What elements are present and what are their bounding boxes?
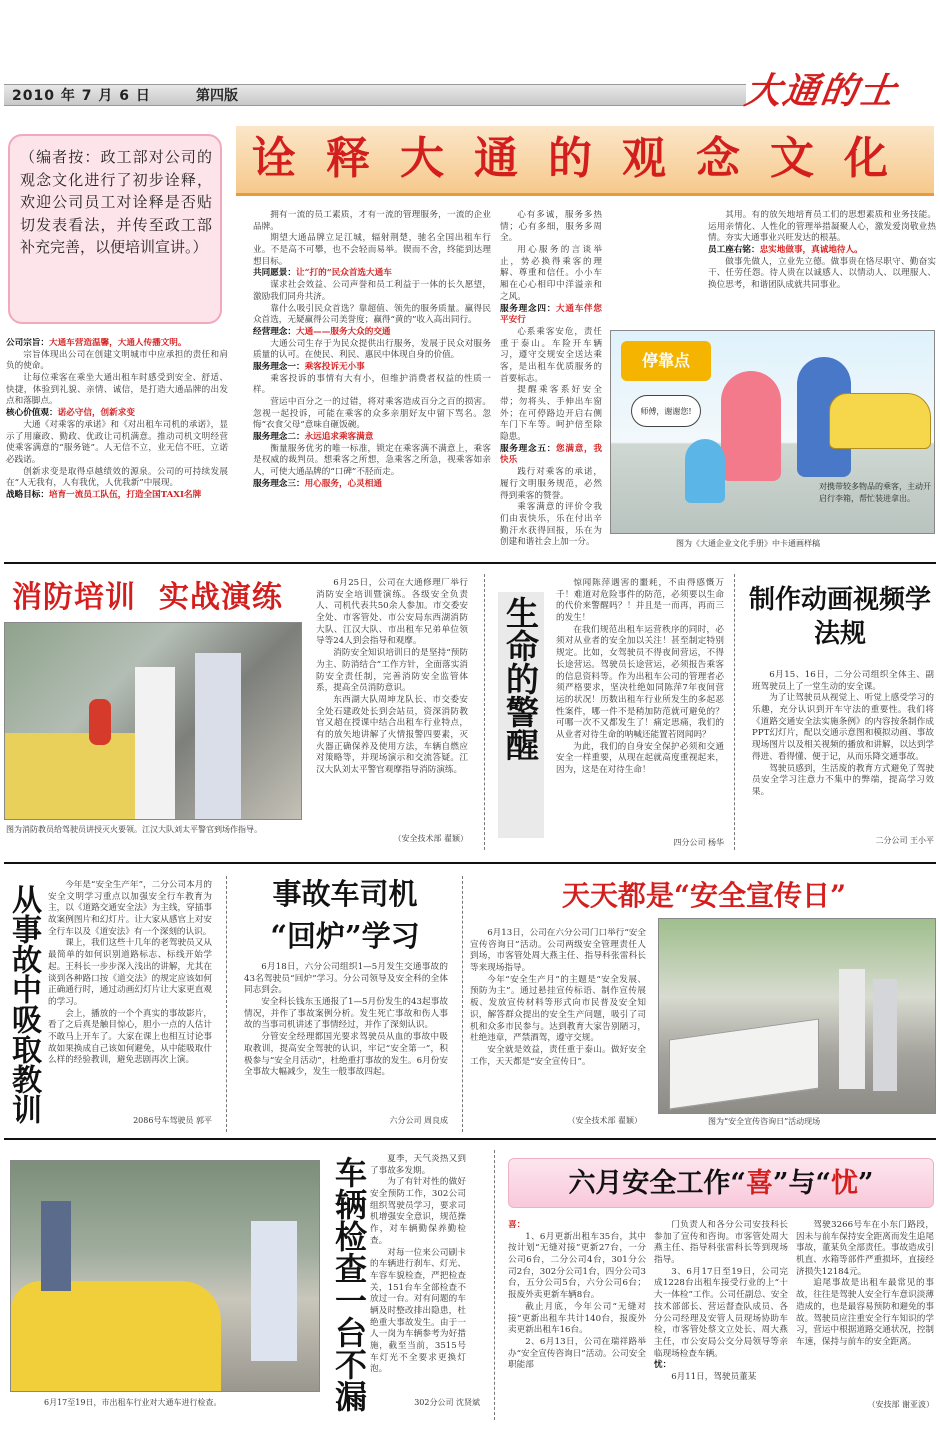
recurrence-body: 6月18日，六分公司组织1—5月发生交通事故的43名驾驶员“回炉”学习。分公司领导及安全科的全体同志到会。 安全科长钱东玉通报了1—5月份发生的43起事故情况，并作了事故案例分析。发生死亡事故和伤人事故的当事司机讲述了事情经过，并作了深刻认识。 分管安全经理都国光要求驾驶员从血的事故中吸取教训，提高安全驾驶的认识，牢记“安全第一”，积极参与“安全月活动”，杜绝重打事故的发生。6月份安全事故大幅减少，发生一般事故四起。 (244, 962, 448, 1078)
editor-note: （编者按：政工部对公司的观念文化进行了初步诠释，欢迎公司员工对诠释是否贴切发表看法，并传至政工部补充完善，以便培训宣讲。） (20, 148, 212, 256)
page-number: 第四版 (196, 88, 238, 104)
divider-v1 (484, 574, 485, 850)
divider-v3 (226, 876, 227, 1132)
safety-day-caption: 图为“安全宣传咨询日”活动现场 (708, 1117, 821, 1126)
inspection-caption: 6月17至19日，市出租车行业对大通车进行检查。 (44, 1398, 222, 1407)
cartoon-illustration (610, 330, 935, 534)
stop-sign: 停靠点 (621, 341, 711, 381)
recurrence-title-line1: 事故车司机 (272, 877, 418, 911)
life-warning-credit: 四分公司 杨华 (673, 838, 724, 847)
section-divider-2 (4, 862, 936, 864)
june-safety-column-1: 喜： 1、6月更新出租车35台，其中按计划“无缝对接”更新27台，一分公司6台，二分公司4台，301分公司2台，302分公司1台，四分公司3台，五分公司5台，六分公司6台；报废外卖更新车辆8台。 截止月底，今年公司“无缝对接”更新出租车共计140台，报废外卖更新出租车16台。 2、6月13日，公司在瑞祥路举办“安全宣传咨询日”活动。公司安全职能部 (508, 1220, 646, 1371)
inspection-photo (10, 1160, 320, 1392)
person-figure-2 (873, 979, 897, 1091)
fire-training-body: 6月25日，公司在大通修理厂举行消防安全培训暨演练。各级安全负责人、司机代表共50余人参加。市交委安全处、市客管处、市公安局东西湖消防大队、江汉大队、市出租车兄弟单位领导等24人到会指导和观摩。 消防安全知识培训日的是坚持“预防为主、防消结合”工作方针，全面落实消防安全责任制，完善消防安全监管体系，提高全员消防意识。 东西湖大队周坤龙队长、市交委安全处石建政处长到会站员，资深消防教官又超在授课中结合出租车行业特点，有的放矢地讲解了火情报警四要素，灭火器正确保养及使用方法，车辆自燃应对策略等，并现场演示和交流答疑。江汉大队刘太平警官观摩指导消防演练。 (316, 578, 468, 775)
taxi-figure (829, 393, 931, 449)
taxi-in-photo-2 (11, 1281, 221, 1392)
taxi-in-photo (5, 733, 155, 820)
animation-video-credit: 二分公司 王小平 (875, 836, 934, 845)
safety-day-title: 天天都是“安全宣传日” (561, 879, 847, 912)
june-safety-column-2: 门负责人和各分公司安技科长参加了宣传和咨询。市客管处周大燕主任、指导科张雷科长等到现场指导。 3、6月17日至19日，公司完成1228台出租车接受行业的上“十大一体检”工作。公司任副总、安全技术部部长、营运督查队成员、各分公司经理及安管人员现场协助车检，市客管处蔡文立处长、周大燕主任，市公安局公交分局领导等亲临现场检查车辆。 忧： 6月11日，驾驶员董某 (654, 1220, 788, 1382)
culture-column-2: 拥有一流的员工素质，才有一流的管理服务，一流的企业品牌。 期望大通品牌立足江城，辐射荆楚，驰名全国出租车行业。不是高不可攀，也不会轻而易举。锲而不舍，终能到达理想目标。 共同愿景：让“打的”民众首选大通车 谋求社会效益、公司声誉和员工利益于一体的长久愿望，激励我们同舟共济。 靠什么吸引民众首选？靠超值、领先的服务质量。赢得民众首选，无疑赢得公司美誉度；赢得“黄的”收入高出同行。 经营理念：大通——服务大众的交通 大通公司生存于为民众提供出行服务，发展于民众对服务质量的认可。在使民、利民、惠民中体现自身的价值。 服务理念一：乘客投诉无小事 乘客投诉的事情有大有小，但维护消费者权益的性质一样。 营运中百分之一的过错，将对乘客造成百分之百的损害。忽视一起投诉，可能在乘客的众多亲朋好友中留下骂名。忽悔“衣食父母”意味自砸饭碗。 服务理念二：永远追求乘客满意 衡量服务优劣的唯一标准，锁定在乘客满不满意上，乘客是权威的裁判员。想乘客之所想，急乘客之所急，视乘客如亲人，可使大通品牌的“口碑”不胫而走。 服务理念三：用心服务，心灵相通 (253, 210, 491, 489)
culture-column-3: 心有多诚，服务多热情；心有多细，服务多周全。 用心服务的言谈举止，势必换得乘客的理解、尊重和信任。小小车厢在心心相印中洋溢亲和之风。 服务理念四：大通车伴您平安行 心系乘客安危，责任重于泰山。车险开车辆习，遵守交规安全送达乘客，是出租车优质服务的首要标志。 提醒乘客系好安全带；勿将头、手伸出车窗外；在可停路边开启右侧车门下车等。呵护倍至除隐患。 服务理念五：您满意，我快乐 践行对乘客的承诺，履行文明服务规范，必然得到乘客的赞誉。 乘客满意的评价令我们由衷快乐，乐在付出辛勤汗水获得回报，乐在为创建和谐社会上加一分。 (500, 210, 602, 548)
newspaper-name-logo: 大通的士 (742, 70, 901, 112)
speech-bubble: 师傅，谢谢您! (631, 395, 701, 427)
cartoon-note: 对携带较多物品的乘客，主动开启行李箱，帮忙装进拿出。 (819, 482, 931, 503)
culture-column-1: 公司宗旨：大通车营造温馨，大通人传播文明。 宗旨体现出公司在创建文明城市中应承担的责任和肩负的使命。 让每位乘客在乘坐大通出租车时感受到安全、舒适、快捷，体验到礼貌、亲情、诚信，是打造大通品牌的出发点和落脚点。 核心价值观：诺必守信，创新求变 大通《对乘客的承诺》和《对出租车司机的承诺》，显示了用廉政、勤政、优政让司机满意。推动司机文明经营使乘客满意的“服务链”。人无信不立，业无信不旺，立诺必践诺。 创新求变是取得卓越绩效的源泉。公司的可持续发展在“人无我有，人有我优，人优我新”中展现。 战略目标：培育一流员工队伍，打造全国TAXI名牌 (6, 338, 228, 500)
life-warning-title: 生命的警醒 (501, 596, 540, 761)
title-you: 忧 (831, 1168, 859, 1199)
title-xi: 喜 (745, 1168, 773, 1199)
recurrence-credit: 六分公司 周良成 (389, 1116, 448, 1125)
safety-day-photo (658, 918, 936, 1114)
woman-figure (721, 371, 781, 481)
fire-training-caption: 图为消防教员给驾驶员讲授灭火要领。江汉大队刘太平警官到场作指导。 (6, 825, 262, 834)
culture-column-4: 其用。有的放矢地培育员工们的思想素质和业务技能。运用亲情化、人性化的管理举措凝聚人心，激发爱岗敬业热情。夯实大通事业兴旺发达的根基。 员工座右铭：忠实地做事，真诚地待人。 做事先做人，立业先立德。做事贵在恪尽职守、勤奋实干、任劳任怨。待人贵在以诚感人、以情动人、以理服人、换位思考，和谐团队成就共同事业。 (708, 210, 936, 291)
june-safety-column-3: 驾驶3266号车在小东门路段，因未与前车保持安全距离而发生追尾事故，董某负全部责任。事故造成引机直、水箱等部件严重损坏，直接经济损失12184元。 追尾事故是出租车最常见的事故，往往是驾驶人安全行车意识淡薄造成的，也是最容易预防和避免的事故。驾驶员应注重安全行车知识的学习，营运中根据道路交通状况，控制车速，保持与前车的安全距离。 (796, 1220, 934, 1347)
accident-lessons-body: 今年是“安全生产年”，二分公司本月的安全文明学习重点以加强安全行车教育为主，以《道路交通安全法》为主线，穿插事故案例图片和幻灯片。让大家从感官上对安全行车以及《道安法》有一个深刻的认识。 课上，我们这些十几年的老驾驶员又从最简单的如何识别道路标志、标线开始学起。王科长一步步深入浅出的讲解，尤其在谈到各种路口按《道交法》的规定应该如何正确通行时，通过动画幻灯片让大家更直观的学习。 会上，播放的一个个真实的事故影片，看了之后真是触目惊心，胆小一点的人估计不敢马上开车了。大家在课上也相互讨论事故如果换成自己该如何避免，从中能吸取什么样的经验教训，避免悲剧再次上演。 (48, 880, 212, 1066)
fire-training-title: 消防培训 实战演练 (12, 580, 283, 615)
inspection-title: 车辆检查一台不漏 (330, 1156, 368, 1412)
june-safety-title: 六月安全工作“喜”与“忧” (568, 1168, 874, 1199)
fire-extinguisher-icon (89, 699, 111, 745)
animation-video-title: 制作动画视频学法规 (748, 585, 931, 649)
section-divider-1 (4, 562, 936, 564)
police-figure (251, 1221, 297, 1361)
section-divider-3 (4, 1138, 936, 1140)
display-board (669, 1018, 819, 1109)
accident-lessons-title: 从事故中吸取教训 (6, 884, 41, 1124)
safety-day-credit: （安全技术部 翟颖） (567, 1116, 642, 1125)
divider-v5 (494, 1150, 495, 1420)
person-figure (839, 969, 865, 1089)
divider-v4 (462, 876, 463, 1132)
instructor-figure (135, 667, 175, 820)
inspection-body: 夏季，天气炎热又到了事故多发期。 为了有针对性的做好安全预防工作，302公司组织驾驶员学习，要求司机增强安全意识，规范操作，对车辆勤保养勤检查。 对每一位来公司刷卡的车辆进行刹车、灯光、车容车貌检查，严把检查关，151台车全部检查不放过一台。对有问题的车辆及时整改排出隐患，杜绝重大事故发生。由于一人一岗为车辆参考为好措施，截至当前，3515号车灯光不全要求更换灯泡。 (370, 1154, 466, 1375)
accident-lessons-credit: 2086号车驾驶员 郭平 (133, 1116, 212, 1125)
issue-date: 2010 年 7 月 6 日 (12, 88, 151, 104)
fire-training-credit: （安全技术部 翟颖） (393, 834, 468, 843)
recurrence-title-line2: “回炉”学习 (270, 919, 420, 953)
worker-figure (41, 1201, 71, 1291)
animation-video-body: 6月15、16日，二分公司组织全体主、副班驾驶员上了一堂生动的安全课。 为了让驾驶员从视觉上、听觉上感受学习的乐趣，充分认识到开车守法的重要性。我们将《道路交通安全法实施条例》的内容按条制作成PPT幻灯片，配以交通示意图和模拟动画、事故现场图片以及相关视频的播放和讲解，以达到学得进、看得懂、便于记，从而乐降交通事故。 驾驶员感到，生活废的教育方式避免了驾驶员安全学习注意力不集中的弊端，提高学习效果。 (752, 670, 934, 797)
main-title: 诠释大通的观念文化 (252, 133, 918, 184)
child-figure (685, 439, 725, 503)
life-warning-body: 惊闻陈萍遇害的噩耗，不由得感慨万千！难道对危险事件的防范，必须要以生命的代价来警醒吗？！并且是一而再，再而三的发生！ 在我们规范出租车运营秩序的同时，必须对从业者的安全加以关注！甚至制定特别规定。比如，女驾驶员不得夜间营运，不得长途营运。驾驶员长途营运，必须报告乘客的信息资料等。作为出租车公司的管理者必须严格要求，坚决杜绝如同陈萍7年夜间营运的状况！历数出租车行业所发生的多起恶性案件，哪一件不是稍加防范就可避免的？可哪一次不又都发生了！痛定思痛，我们的从业者对待生命的呐喊还能置若罔闻吗？ 为此，我们的自身安全保护必须和交通安全一样重要，从现在起就高度重视起来，因为，这是在对待生命！ (556, 578, 724, 775)
june-safety-credit: （安技部 谢亚波） (867, 1400, 934, 1409)
safety-day-body: 6月13日，公司在六分公司门口举行“安全宣传咨询日”活动。公司两级安全管理责任人到场，市客管处周大燕主任、指导科张雷科长等来现场指导。 今年“安全生产月”的主题是“安全发展、预防为主”。通过悬挂宣传标语、制作宣传展板、发放宣传材料等形式向市民普及安全知识，解答群众提出的安全生产问题，吸引了司机和众多市民参与。达到教育大家告别陋习，杜绝违章，严禁酒驾，遵守交规。 安全就是效益，责任重于泰山。做好安全工作，天天都是“安全宣传日”。 (470, 928, 646, 1067)
fire-training-photo (4, 622, 302, 820)
divider-v2 (734, 574, 735, 850)
inspection-credit: 302分公司 沈贤斌 (414, 1398, 480, 1407)
cartoon-caption: 图为《大通企业文化手册》中卡通画样稿 (676, 539, 820, 548)
officer-figure (195, 653, 241, 820)
